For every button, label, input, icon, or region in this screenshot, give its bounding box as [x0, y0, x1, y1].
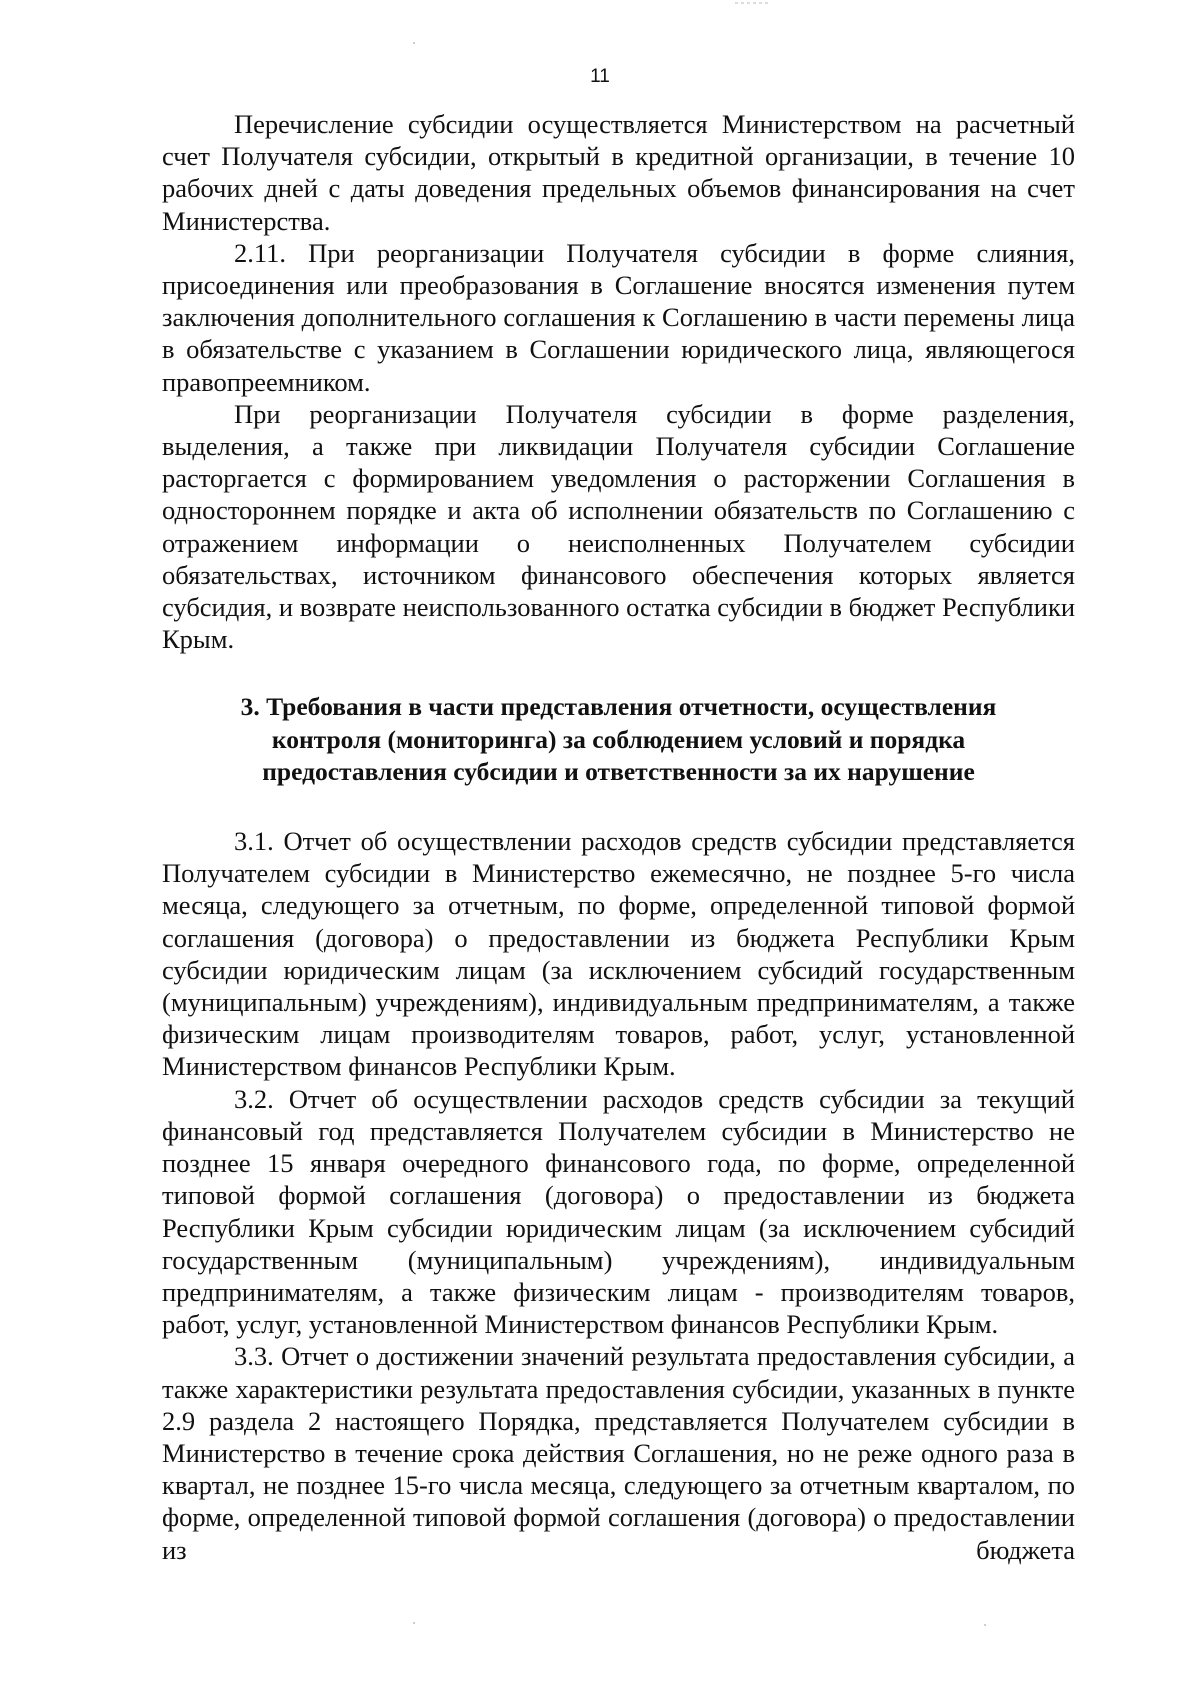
document-body	[162, 108, 1075, 1566]
paragraph-2-11: 2.11. При реорганизации Получателя субсидии в форме слияния, присоединения или преобразования в Соглашение вносятся изменения путем заключения дополнительного соглашения к Соглашению в части перемены лица в обязательстве с указанием в Соглашении юридического лица, являющегося правопреемником.	[162, 237, 1075, 397]
paragraph-reorganization: При реорганизации Получателя субсидии в форме разделения, выделения, а также при ликвидации Получателя субсидии Соглашение расторгается с формированием уведомления о расторжении Соглашения в одностороннем порядке и акта об исполнении обязательств по Соглашению с отражением информации о неисполненных Получателем субсидии обязательствах, источником финансового обеспечения которых является субсидия, и возврате неиспользованного остатка субсидии в бюджет Республики Крым.	[162, 398, 1075, 655]
paragraph-3-2: 3.2. Отчет об осуществлении расходов средств субсидии за текущий финансовый год представляется Получателем субсидии в Министерство не позднее 15 января очередного финансового года, по форме, определенной типовой формой соглашения (договора) о предоставлении из бюджета Республики Крым субсидии юридическим лицам (за исключением субсидий государственным (муниципальным) учреждениям), индивидуальным предпринимателям, а также физическим лицам - производителям товаров, работ, услуг, установленной Министерством финансов Республики Крым.	[162, 1083, 1075, 1340]
scan-dot-bottom-right	[984, 1624, 986, 1626]
scan-dot-top	[413, 42, 415, 44]
section-heading-line-1: 3. Требования в части представления отчетности, осуществления	[240, 692, 997, 722]
section-heading-line-2: контроля (мониторинга) за соблюдением условий и порядка	[271, 724, 966, 754]
scan-dot-bottom-left	[413, 1622, 415, 1624]
paragraph-transfer: Перечисление субсидии осуществляется Министерством на расчетный счет Получателя субсидии, открытый в кредитной организации, в течение 10 рабочих дней с даты доведения предельных объемов финансирования на счет Министерства.	[162, 109, 1075, 236]
page-number: 11	[590, 66, 610, 87]
section-3-heading	[162, 691, 1075, 788]
paragraph-3-3: 3.3. Отчет о достижении значений результата предоставления субсидии, а также характеристики результата предоставления субсидии, указанных в пункте 2.9 раздела 2 настоящего Порядка, представляется Получателем субсидии в Министерство в течение срока действия Соглашения, но не реже одного раза в квартал, не позднее 15-го числа месяца, следующего за отчетным кварталом, по форме, определенной типовой формой соглашения (договора) о предоставлении из бюджета	[162, 1341, 1075, 1565]
section-heading-line-3: предоставления субсидии и ответственности за их нарушение	[262, 756, 975, 786]
paragraph-3-1: 3.1. Отчет об осуществлении расходов средств субсидии представляется Получателем субсидии в Министерство ежемесячно, не позднее 5-го числа месяца, следующего за отчетным, по форме, определенной типовой формой соглашения (договора) о предоставлении из бюджета Республики Крым субсидии юридическим лицам (за исключением субсидий государственным (муниципальным) учреждениям), индивидуальным предпринимателям, а также физическим лицам производителям товаров, работ, услуг, установленной Министерством финансов Республики Крым.	[162, 826, 1075, 1082]
